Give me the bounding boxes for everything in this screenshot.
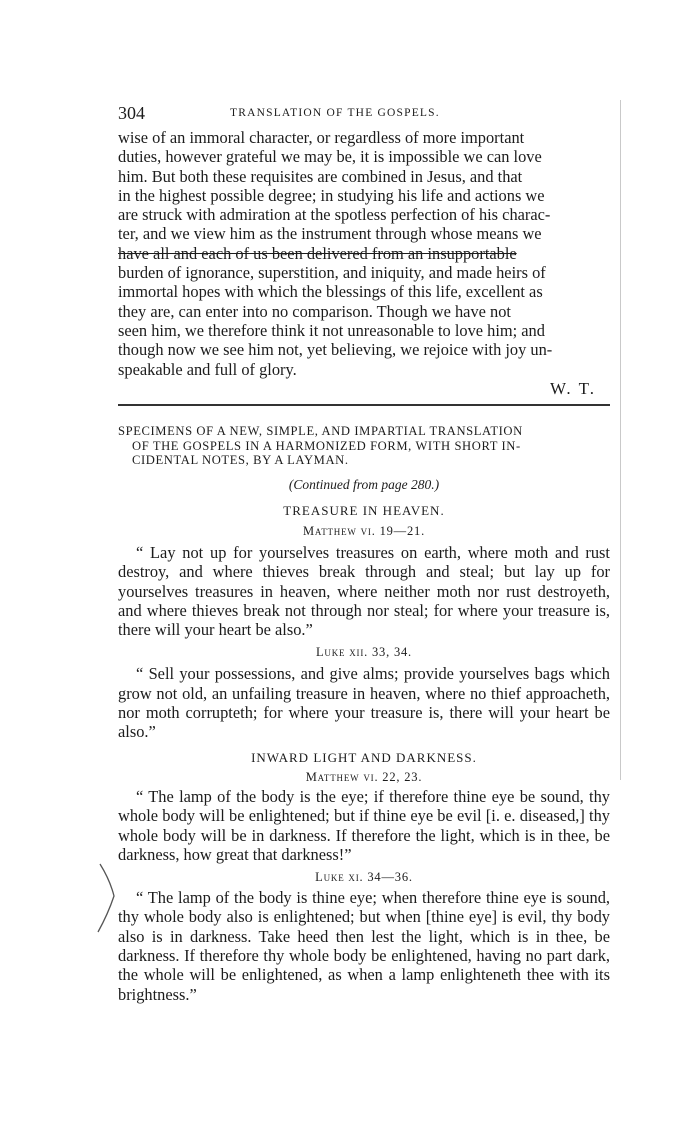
scripture-reference: Luke xi. 34—36. [315,870,413,885]
section-heading: INWARD LIGHT AND DARKNESS. [251,750,477,765]
letter-line: speakable and full of glory. [118,359,297,379]
article-title-line: CIDENTAL NOTES, BY A LAYMAN. [132,453,349,467]
signature: W. T. [549,378,596,398]
scripture-reference: Luke xii. 33, 34. [316,645,412,660]
running-title: TRANSLATION OF THE GOSPELS. [230,107,440,119]
scripture-passage: “ The lamp of the body is thine eye; when therefore thine eye is sound, thy whole body also is enlightened; but when [thine eye] is evil, thy body also is in darkness. Take heed then lest the light, which is in thee, be darkness. If therefore thy whole body be enlightened, having no part dark, the whole will be enlightened, as when a lamp enlighteneth thee with its brightness.” [118,888,610,1004]
section-divider [118,404,610,406]
letter-line: are struck with admiration at the spotless perfection of his charac- [118,205,551,225]
scripture-passage: “ Lay not up for yourselves treasures on earth, where moth and rust destroy, and where thieves break through and steal; but lay up for yourselves treasures in heaven, where neither moth nor rust destroyeth, and where thieves break not through nor steal; for where your treasure is, there will your heart be also.” [118,543,610,640]
article-title-block [118,424,610,493]
letter-body [118,128,610,398]
letter-line: wise of an immoral character, or regardless of more important [118,128,525,147]
scripture-reference: Matthew vi. 22, 23. [305,770,423,784]
page-header [118,103,613,125]
article-title-line: SPECIMENS OF A NEW, SIMPLE, AND IMPARTIAL TRANSLATION [118,424,523,438]
section-light [118,750,610,1004]
marginal-bracket-mark [96,862,118,934]
letter-line: have all and each of us been delivered from an insupportable [118,243,517,263]
scripture-passage: “ The lamp of the body is the eye; if therefore thine eye be sound, thy whole body will be enlightened; but if thine eye be evil [i. e. diseased,] thy whole body will be in darkness. If therefore the light, which is in thee, be darkness, how great that darkness!” [118,787,610,864]
letter-line: immortal hopes with which the blessings of this life, excellent as [118,282,543,302]
letter-line: duties, however grateful we may be, it is impossible we can love [118,147,542,167]
letter-line: though now we see him not, yet believing, we rejoice with joy un- [118,340,553,360]
scripture-passage: “ Sell your possessions, and give alms; provide yourselves bags which grow not old, an unfailing treasure in heaven, where no thief approacheth, nor moth corrupteth; for where your treasure is, there will your heart be also.” [118,664,610,742]
article-title [118,424,610,468]
letter-line: in the highest possible degree; in studying his life and actions we [118,185,545,205]
section-heading: TREASURE IN HEAVEN. [283,503,445,518]
page-number: 304 [118,103,145,123]
letter-line: burden of ignorance, superstition, and iniquity, and made heirs of [118,263,546,283]
scripture-reference: Matthew vi. 19—21. [303,524,425,538]
article-title-line: OF THE GOSPELS IN A HARMONIZED FORM, WITH SHORT IN- [132,438,521,453]
section-treasure [118,503,610,742]
letter-line: him. But both these requisites are combined in Jesus, and that [118,166,523,186]
continued-note: (Continued from page 280.) [288,476,440,492]
letter-line: seen him, we therefore think it not unreasonable to love him; and [118,320,545,340]
letter-line: ter, and we view him as the instrument through whose means we [118,224,542,244]
letter-line: they are, can enter into no comparison. Though we have not [118,301,511,321]
margin-rule [620,100,621,780]
